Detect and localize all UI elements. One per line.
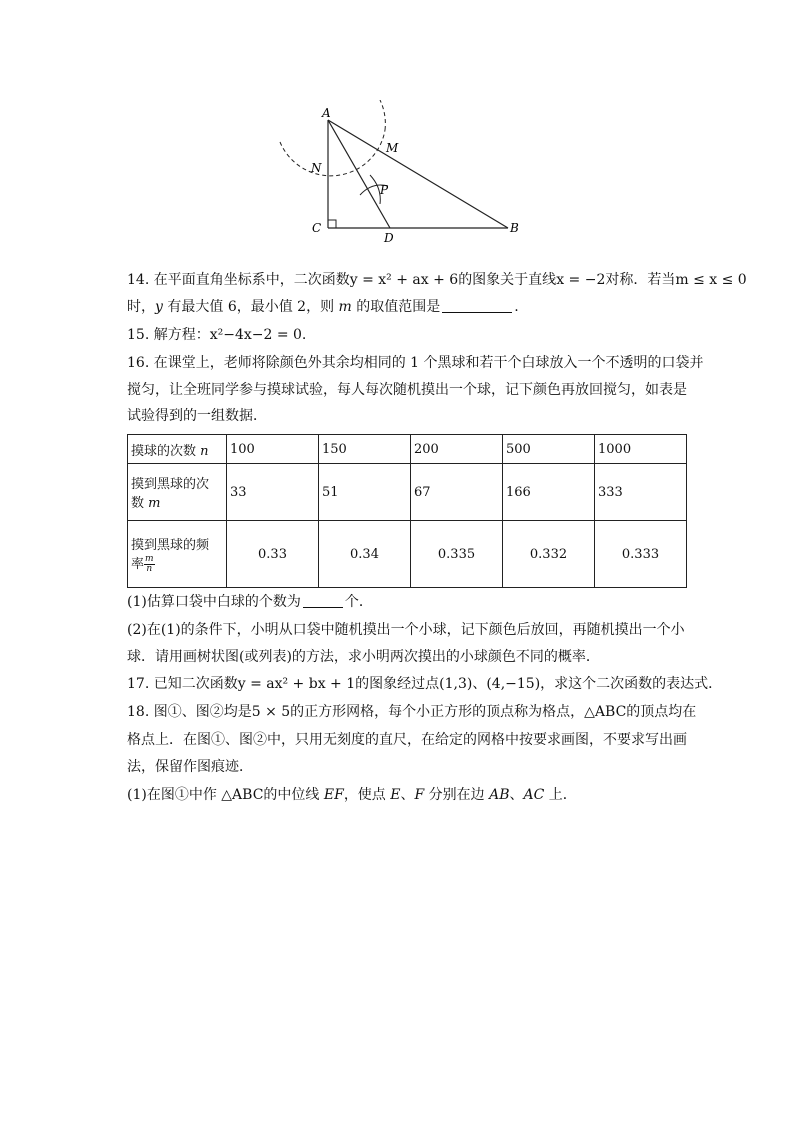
q14-prefix: 14. 在平面直角坐标系中，二次函数 [127,272,350,288]
table-cell: 0.333 [595,521,687,588]
q14-l2-end: . [514,299,519,315]
q18-line3: 法，保留作图痕迹． [127,759,253,775]
label-n: N [311,161,322,175]
table-cell: 200 [411,435,503,464]
q14-range: m ≤ x ≤ 0 [675,272,747,288]
row-header-trials: 摸球的次数 n [128,435,227,464]
table-row-black-frequency [128,521,687,588]
label-c: C [312,221,322,235]
table-cell: 500 [503,435,595,464]
label-d: D [384,231,394,245]
table-cell: 1000 [595,435,687,464]
table-cell: 33 [227,464,319,521]
q16-line3: 试验得到的一组数据． [127,408,267,424]
label-b: B [510,221,519,235]
q16-line2: 搅匀，让全班同学参与摸球试验，每人每次随机摸出一个球，记下颜色再放回搅匀，如表是 [127,382,687,398]
dashed-arc-a-right [380,100,385,130]
q14-l2-mid: 有最大值 6，最小值 2，则 [162,299,339,315]
geometry-figure [260,100,530,250]
table-cell: 0.335 [411,521,503,588]
table-cell: 51 [319,464,411,521]
q16-line1: 16. 在课堂上，老师将除颜色外其余均相同的 1 个黑球和若干个白球放入一个不透明的口袋并 [127,355,704,371]
table-cell: 67 [411,464,503,521]
q16-sub2-line1: (2)在(1)的条件下，小明从口袋中随机摸出一个小球，记下颜色后放回，再随机摸出一个小 [127,622,685,638]
q14-l2-tail: 的取值范围是 [351,299,441,315]
table-row-black-count [128,464,687,521]
q18-line1: 18. 图①、图②均是5 × 5的正方形网格，每个小正方形的顶点称为格点，△ABC的顶点均在 [127,704,697,720]
dashed-arc-a [280,130,385,176]
table-cell: 0.33 [227,521,319,588]
q14-var-y: y [155,299,163,315]
row-header-black-count: 摸到黑球的次 数 m [128,464,227,521]
table-cell: 0.34 [319,521,411,588]
q17-text: 17. 已知二次函数y = ax² + bx + 1的图象经过点(1,3)、(4,−15)，求这个二次函数的表达式． [127,676,723,692]
q16-sub1-prefix: (1)估算口袋中白球的个数为 [127,594,301,610]
q14-l2-prefix: 时， [127,299,155,315]
table-cell: 0.332 [503,521,595,588]
q14-line1 [127,269,747,291]
bisector-ad [328,120,390,228]
q14-var-m: m [338,299,352,315]
arc-mark-2 [370,175,380,204]
q15-text: 15. 解方程：x²−4x−2 = 0. [127,327,307,343]
label-p: P [380,183,389,197]
q16-sub1-suffix: 个． [344,594,373,610]
table-cell: 333 [595,464,687,521]
q14-tail: 对称．若当 [605,272,676,288]
q16-sub1 [127,591,687,613]
q18-sub1: (1)在图①中作 △ABC的中位线 EF，使点 E、F 分别在边 AB、AC 上． [127,787,577,803]
table-cell: 150 [319,435,411,464]
label-a: A [322,106,331,120]
label-m: M [386,141,399,155]
q16-sub2-line2: 球．请用画树状图(或列表)的方法，求小明两次摸出的小球颜色不同的概率． [127,649,600,665]
fraction-m-over-n: $\frac{m}{n}$ [145,554,154,574]
q14-answer-blank[interactable] [442,298,512,313]
side-ab [328,120,508,228]
q16-sub1-blank[interactable] [303,593,343,608]
trial-data-table [127,434,687,588]
table-cell: 100 [227,435,319,464]
q14-line2 [127,296,687,318]
row-header-black-frequency: 摸到黑球的频 率 $\frac{m}{n}$ [128,521,227,588]
table-row-trials [128,435,687,464]
right-angle-mark [328,220,336,228]
table-cell: 166 [503,464,595,521]
q14-expr: y = x² + ax + 6 [349,272,459,288]
q14-axis: x = −2 [556,272,606,288]
q14-mid: 的图象关于直线 [458,272,557,288]
q18-line2: 格点上．在图①、图②中，只用无刻度的直尺，在给定的网格中按要求画图，不要求写出画 [127,732,687,748]
